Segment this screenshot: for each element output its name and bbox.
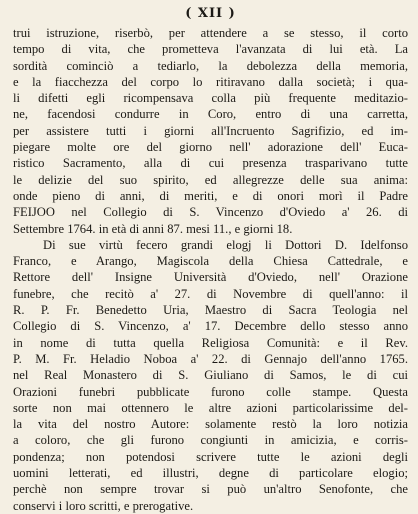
text-line: Rettore dell' Insigne Università d'Oviedo, nell' Orazione	[13, 270, 408, 285]
text-line: in nome di tutta quella Religiosa Comunità: e il Rev.	[13, 335, 408, 350]
text-line: FEIJOO nel Collegio di S. Vincenzo d'Oviedo a' 26. di	[13, 205, 408, 220]
text-line: Franco, e Arango, Magiscola della Chiesa Cattedrale, e	[13, 254, 408, 269]
text-line: Di sue virtù fecero grandi elogj li Dottori D. Idelfonso	[43, 237, 408, 252]
text-line: P. M. Fr. Heladio Noboa a' 22. di Gennajo dell'anno 1765.	[13, 351, 408, 366]
text-line: la vita del nostro Autore: solamente restò la loro notizia	[13, 417, 408, 432]
text-line: e la fiacchezza del corpo lo ritiravano dalla società; i qua-	[13, 74, 408, 89]
text-line: ristico Sacramento, alla di cui presenza trasparivano tutte	[13, 156, 408, 171]
text-line: per assistere tutti i giorni all'Incruento Sagrifizio, ed im-	[13, 123, 408, 138]
text-line: li difetti egli ricompensava colla più frequente meditazio-	[13, 91, 408, 106]
text-line: perchè non sempre trovar si può un'altro Senofonte, che	[13, 482, 408, 497]
text-line: pondenza; non potendosi scrivere tutte le azioni degli	[13, 449, 408, 464]
text-line: nel Real Monastero di S. Giuliano di Samos, le di cui	[13, 368, 408, 383]
text-line: sorte non mai ottennero le altre azioni particolarissime del-	[13, 400, 408, 415]
text-line: conservi i loro scritti, e prerogative.	[13, 498, 194, 513]
text-line: onde pieno di anni, di meriti, e di onori morì il Padre	[13, 188, 408, 203]
text-line: uomini letterati, ed illustri, degne di particolare elogio;	[13, 466, 408, 481]
text-line: R. P. Fr. Benedetto Uria, Maestro di Sacra Teologia nel	[13, 303, 408, 318]
text-line: le delizie del suo spirito, ed allegrezze delle sua anima:	[13, 172, 408, 187]
body-text	[13, 25, 408, 514]
text-line: Settembre 1764. in età di anni 87. mesi 11., e giorni 18.	[13, 221, 293, 236]
page-number-header: ( XII )	[185, 6, 236, 21]
text-line: trui istruzione, riserbò, per attendere a se stesso, il corto	[13, 26, 408, 40]
text-line: ne, facendosi condurre in Coro, entro di una carretta,	[13, 107, 408, 122]
text-line: a coloro, che gli furono congiunti in amicizia, e corris-	[13, 433, 408, 448]
text-line: Collegio di S. Vincenzo, a' 17. Decembre dello stesso anno	[13, 319, 408, 334]
text-line: funebre, che recitò a' 27. di Novembre di quell'anno: il	[13, 286, 408, 301]
text-line: tempo di vita, che prometteva l'avanzata di lui età. La	[13, 42, 408, 57]
text-line: Orazioni funebri pubblicate furono colle stampe. Questa	[13, 384, 408, 399]
text-line: sordità cominciò a tediarlo, la debolezza della memoria,	[13, 58, 408, 73]
text-line: piegare molte ore del giorno nell' adorazione dell' Euca-	[13, 140, 408, 155]
